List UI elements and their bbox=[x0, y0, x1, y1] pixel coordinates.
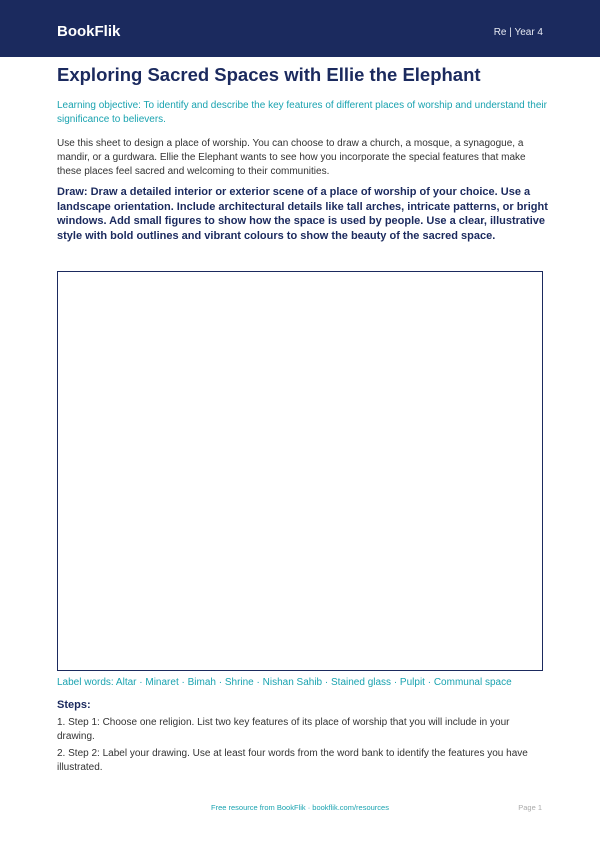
step-item: 2. Step 2: Label your drawing. Use at least four words from the word bank to identify the features you have illustrated. bbox=[57, 748, 528, 773]
footer-credit: Free resource from BookFlik · bookflik.com/resources bbox=[211, 803, 389, 812]
steps-list bbox=[57, 716, 547, 778]
draw-instruction: Draw: Draw a detailed interior or exterior scene of a place of worship of your choice. Use a landscape orientation. Include architectural details like tall arches, intricate patterns, or bright windows. Add small figures to show how the space is used by people. Use a clear, illustrative style with bold outlines and vibrant colours to show the beauty of the sacred space. bbox=[57, 186, 548, 242]
step-item: 1. Step 1: Choose one religion. List two key features of its place of worship that you will include in your drawing. bbox=[57, 717, 510, 742]
page-title: Exploring Sacred Spaces with Ellie the Elephant bbox=[57, 64, 481, 85]
drawing-area[interactable] bbox=[57, 271, 543, 671]
subject-year-label: Re | Year 4 bbox=[493, 27, 543, 38]
brand-logo: BookFlik bbox=[57, 23, 121, 40]
label-word-bank: Label words: Altar · Minaret · Bimah · Shrine · Nishan Sahib · Stained glass · Pulpit · Communal space bbox=[57, 677, 512, 688]
page-header bbox=[0, 0, 600, 57]
steps-heading: Steps: bbox=[57, 699, 91, 711]
intro-text: Use this sheet to design a place of worship. You can choose to draw a church, a mosque, a synagogue, a mandir, or a gurdwara. Ellie the Elephant wants to see how you incorporate the special features that make these places feel sacred and welcoming to their communities. bbox=[57, 138, 526, 177]
page-number: Page 1 bbox=[518, 803, 542, 812]
learning-objective: Learning objective: To identify and describe the key features of different places of worship and understand their significance to believers. bbox=[57, 100, 547, 125]
